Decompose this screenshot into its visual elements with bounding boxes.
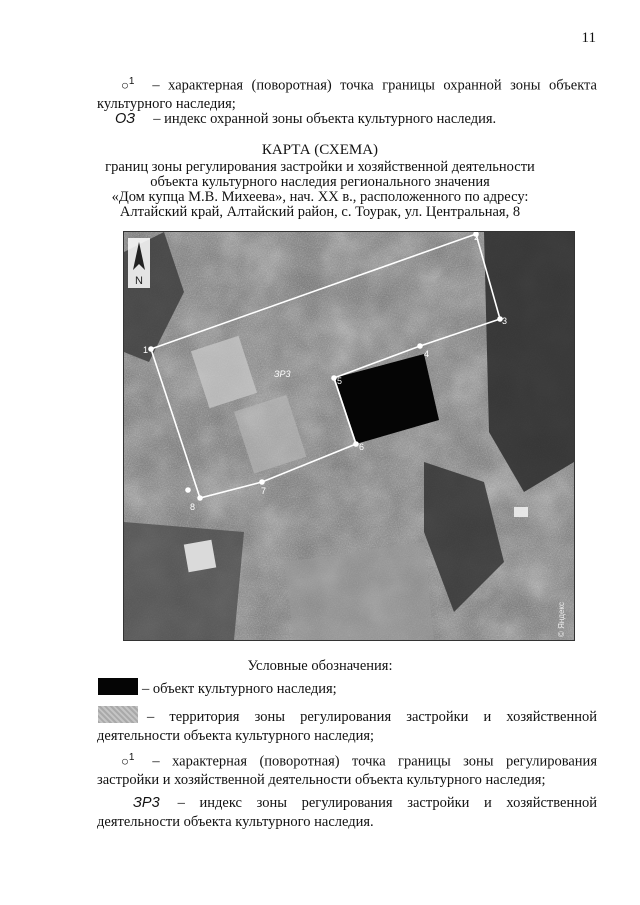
roof-tiny xyxy=(514,507,528,517)
north-arrow-icon xyxy=(128,238,150,288)
top-legend-point xyxy=(97,72,597,114)
map-title xyxy=(80,143,560,220)
point-5-marker xyxy=(331,375,337,381)
legend-point xyxy=(97,748,597,790)
top-legend-index-text: – индекс охранной зоны объекта культурного наследия. xyxy=(153,111,497,127)
satellite-map xyxy=(123,231,575,641)
point-label-8: 8 xyxy=(190,502,196,512)
yard-lower-left xyxy=(124,522,244,640)
legend-index-symbol: ЗР3 xyxy=(133,795,160,811)
title-line-1: КАРТА (СХЕМА) xyxy=(261,142,379,158)
point-1-marker xyxy=(148,346,154,352)
title-line-2: границ зоны регулирования застройки и хозяйственной деятельности xyxy=(105,159,535,175)
legend-zone-text-content: – территория зоны регулирования застройки и хозяйственной деятельности объекта культурного наследия; xyxy=(97,709,597,744)
point-6-marker xyxy=(353,441,359,447)
point-symbol: ○ xyxy=(121,77,129,93)
point-label-4: 4 xyxy=(424,349,430,359)
point-marker-icon xyxy=(109,72,134,94)
top-legend-index xyxy=(115,110,595,129)
point-label-3: 3 xyxy=(502,316,508,326)
legend-index xyxy=(97,794,597,832)
roof-small xyxy=(184,540,216,572)
map-zone-label: ЗР3 xyxy=(274,369,291,379)
point-label-1: 1 xyxy=(143,345,149,355)
legend-point-sup: 1 xyxy=(128,752,135,763)
page-number: 11 xyxy=(581,30,596,46)
north-letter: N xyxy=(135,275,143,287)
title-line-4: «Дом купца М.В. Михеева», нач. XX в., расположенного по адресу: xyxy=(111,189,529,205)
point-label-5: 5 xyxy=(337,376,343,386)
legend-heading: Условные обозначения: xyxy=(247,658,393,674)
top-legend-point-text: – характерная (поворотная) точка границы охранной зоны объекта культурного наследия; xyxy=(97,77,597,113)
title-line-5: Алтайский край, Алтайский район, с. Тоурак, ул. Центральная, 8 xyxy=(119,204,521,220)
legend-object-text: – объект культурного наследия; xyxy=(142,681,337,697)
title-line-3: объекта культурного наследия регионального значения xyxy=(150,174,490,190)
point-8-marker xyxy=(197,495,203,501)
point-4-marker xyxy=(417,343,423,349)
legend-point-symbol: ○ xyxy=(121,753,129,769)
point-label-6: 6 xyxy=(359,442,365,452)
legend-object-swatch xyxy=(98,678,138,695)
point-label-7: 7 xyxy=(261,486,267,496)
map-watermark: © Яндекс xyxy=(557,601,566,637)
legend-index-text: – индекс зоны регулирования застройки и хозяйственной деятельности объекта культурного наследия. xyxy=(97,795,597,830)
legend-zone-text xyxy=(97,708,597,746)
point-sup: 1 xyxy=(128,76,135,87)
legend-point-marker-icon xyxy=(109,748,134,770)
legend-point-text: – характерная (поворотная) точка границы зоны регулирования застройки и хозяйственной деятельности объекта культурного наследия; xyxy=(97,753,597,789)
point-extra-marker xyxy=(185,487,191,493)
point-label-2: 2 xyxy=(474,232,480,242)
point-7-marker xyxy=(259,479,265,485)
map-svg xyxy=(124,232,574,640)
zone-index-symbol: ОЗ xyxy=(115,111,136,127)
